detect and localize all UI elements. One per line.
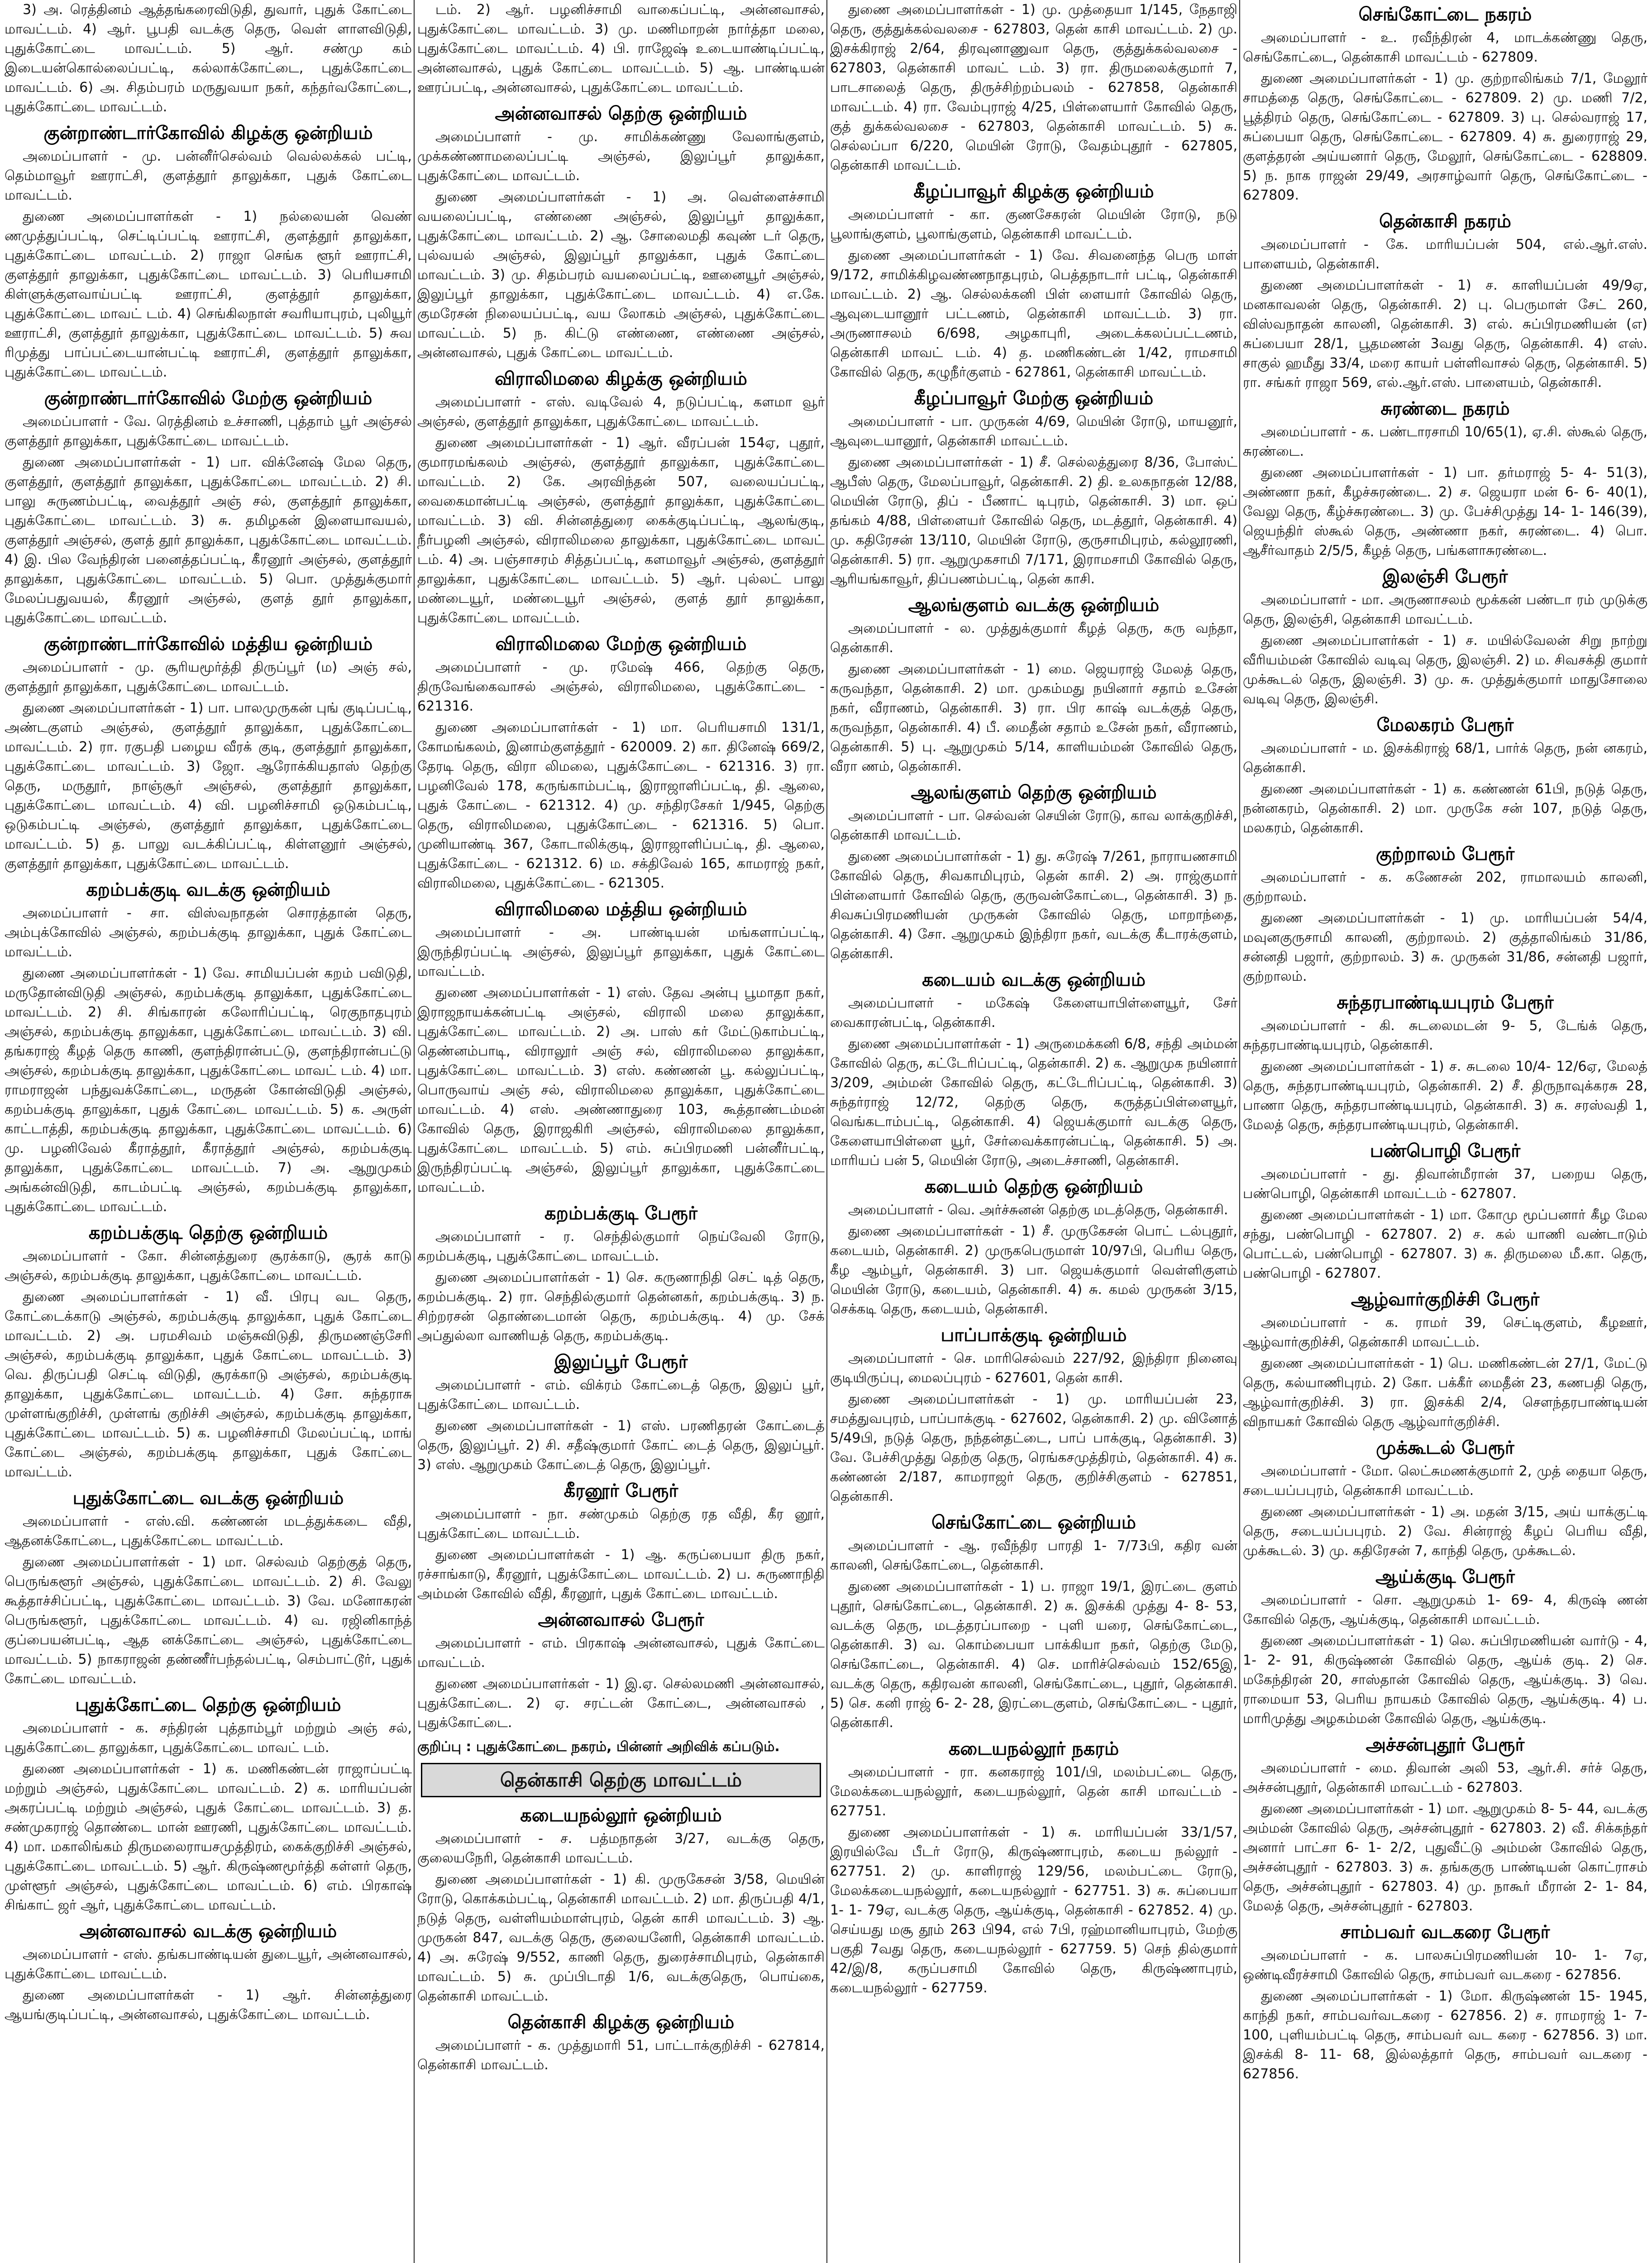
paragraph: அமைப்பாளர் - சா. விஸ்வநாதன் சொரத்தான் தெரு, அம்புக்கோவில் அஞ்சல், கறம்பக்குடி தாலுக்கா, புதுக் கோட்டை மாவட்டம். <box>5 905 412 960</box>
paragraph: அமைப்பாளர் - ர. செந்தில்குமார் நெய்வேலி ரோடு, கறம்பக்குடி, புதுக்கோட்டை மாவட்டம். <box>417 1229 825 1264</box>
paragraph: துணை அமைப்பாளர்கள் - 1) ஆ. கருப்பையா திரு நகர், ரச்சாங்காடு, கீரனூர், புதுக்கோட்டை மாவட்டம். 2) ப. சுருணாநிதி அம்மன் கோவில் வீதி, கீரனூர், புதுக் கோட்டை மாவட்டம். <box>417 1547 825 1602</box>
section <box>417 1608 825 1733</box>
paragraph: அமைப்பாளர் - க. கணேசன் 202, ராமாலயம் காலனி, குற்றாலம். <box>1243 869 1647 905</box>
paragraph: துணை அமைப்பாளர்கள் - 1) கி. முருகேசன் 3/58, மெயின் ரோடு, கொக்கம்பட்டி, தென்காசி மாவட்டம். 2) மா. திருப்பதி 4/1, நடுத் தெரு, வள்ளியம்மாள்புரம், தென் காசி மாவட்டம். 3) ஆ. முருகன் 847, வடக்கு தெரு, குலையனேரி, தென்காசி மாவட்டம். 4) அ. சுரேஷ் 9/552, காணி தெரு, துரைச்சாமிபுரம், தென்காசி மாவட்டம். 5) சு. முப்பிடாதி 1/6, வடக்குதெரு, பொய்கை, தென்காசி மாவட்டம். <box>417 1872 825 2004</box>
section-heading: சுரண்டை நகரம் <box>1380 398 1510 419</box>
section <box>830 1323 1237 1506</box>
section <box>830 593 1237 776</box>
section-heading: கடையம் வடக்கு ஒன்றியம் <box>922 969 1146 990</box>
paragraph: துணை அமைப்பாளர்கள் - 1) சீ. செல்லத்துரை 8/36, போஸ்ட் ஆபீஸ் தெரு, மேலப்பாவூர், தென்காசி. 2) தி. உலகநாதன் 12/88, மெயின் ரோடு, திப் - பீணாட் டிபுரம், தென்காசி. 3) மா. ஒப் தங்கம் 4/88, பிள்ளையர் கோவில் தெரு, மடத்தூர், தென்காசி. 4) மு. கதிரேசன் 13/110, மெயின் ரோடு, குருசாமிபுரம், கல்லூரணி, தென்காசி. 5) ரா. ஆறுமுகசாமி 7/171, இராமசாமி கோவில் தெரு, ஆரியங்காவூர், திப்பணம்பட்டி, தென் காசி. <box>830 454 1237 587</box>
section-heading: குன்றாண்டார்கோவில் மேற்கு ஒன்றியம் <box>44 388 372 409</box>
section-heading: தென்காசி கிழக்கு ஒன்றியம் <box>507 2012 735 2033</box>
section-heading: கீழப்பாவூர் கிழக்கு ஒன்றியம் <box>913 181 1154 202</box>
column-4 <box>1243 0 1647 2263</box>
paragraph: துணை அமைப்பாளர்கள் - 1) க. கண்ணன் 61பி, நடுத் தெரு, நன்னகரம், தென்காசி. 2) மா. முருகே சன் 107, நடுத் தெரு, மலகரம், தென்காசி. <box>1243 781 1647 836</box>
section <box>1243 1288 1647 1432</box>
section <box>1243 1733 1647 1916</box>
paragraph: துணை அமைப்பாளர்கள் - 1) பா. தர்மராஜ் 5- 4- 51(3), அண்ணா நகர், கீழச்சுரண்டை. 2) ச. ஜெயரா மன் 6- 6- 40(1), வேலு தெரு, கீழ்ச்சுரண்டை. 3) மு. பேச்சிமுத்து 14- 1- 146(39), ஜெயந்திர் ஸ்கூல் தெரு, அண்ணா நகர், சுரண்டை. 4) பொ. ஆசீர்வாதம் 2/5/5, கீழத் தெரு, பங்களாசுரண்டை. <box>1243 465 1647 559</box>
paragraph: துணை அமைப்பாளர்கள் - 1) அ. வெள்ளைச்சாமி வயலைப்பட்டி, எண்ணை அஞ்சல், இலுப்பூர் தாலுக்கா, புதுக்கோட்டை மாவட்டம். 2) ஆ. சோலைமதி கவுண் டர் தெரு, புல்வயல் அஞ்சல், இலுப்பூர் தாலுக்கா, புதுக் கோட்டை மாவட்டம். 3) மு. சிதம்பரம் வயலைப்பட்டி, ஊனையூர் அஞ்சல், இலுப்பூர் தாலுக்கா, புதுக்கோட்டை மாவட்டம். 4) எ.கே. குமரேசன் நிலையப்பட்டி, வய லோகம் அஞ்சல், புதுக்கோட்டை மாவட்டம். 5) ந. கிட்டு எண்ணை, எண்ணை அஞ்சல், அன்னவாசல், புதுக் கோட்டை மாவட்டம். <box>417 189 825 361</box>
section <box>5 1486 412 1689</box>
paragraph: துணை அமைப்பாளர்கள் - 1) செ. கருணாநிதி செட் டித் தெரு, கறம்பக்குடி. 2) ரா. செந்தில்குமார் தென்னகர், கறம்பக்குடி. 3) ந. சிற்றரசன் தொண்டைமான் தெரு, கறம்பக்குடி. 4) மு. சேக் அப்துல்லா வாணியத் தெரு, கறம்பக்குடி. <box>417 1270 825 1344</box>
section <box>5 121 412 382</box>
paragraph: துணை அமைப்பாளர்கள் - 1) மா. கோமு மூப்பனார் கீழ மேல சந்து, பண்பொழி - 627807. 2) ச. கல் யாணி வண்டாடும் பொட்டல், பண்பொழி - 627807. 3) சு. திருமலை மீ.கா. தெரு, பண்பொழி - 627807. <box>1243 1207 1647 1281</box>
paragraph: துணை அமைப்பாளர்கள் - 1) மு. குற்றாலிங்கம் 7/1, மேலூர் சாமத்தை தெரு, செங்கோட்டை - 627809. 2) மு. மணி 7/2, பூத்திரம் தெரு, செங்கோட்டை - 627809. 3) பு. செல்வராஜ் 17, சுப்பையா தெரு, செங்கோட்டை - 627809. 4) சு. துரைராஜ் 29, குளத்தரன் அய்யனார் தெரு, மேலூர், செங்கோட்டை - 628809. 5) ந. நாக ராஜன் 29/49, அரசாழ்வார் தெரு, செங்கோட்டை - 627809. <box>1243 71 1647 203</box>
paragraph: துணை அமைப்பாளர்கள் - 1) நல்லையன் வெண் ணமுத்துப்பட்டி, செட்டிப்பட்டி ஊராட்சி, குளத்தூர் தாலுக்கா, புதுக்கோட்டை மாவட்டம். 2) ராஜா செங்க ளூர் ஊராட்சி, குளத்தூர் தாலுக்கா, புதுக்கோட்டை மாவட்டம். 3) பெரியசாமி கிள்ளுக்குளவாய்பட்டி ஊராட்சி, குளத்தூர் தாலுக்கா, புதுக்கோட்டை மாவட் டம். 4) செங்கிலநாள் சவரியாபுரம், புலியூர் ஊராட்சி, குளத்தூர் தாலுக்கா, புதுக்கோட்டை மாவட்டம். 5) சுவ ரிமுத்து பாப்பட்டையான்பட்டி ஊராட்சி, குளத்தூர் தாலுக்கா, புதுக்கோட்டை மாவட்டம். <box>5 209 412 380</box>
section <box>417 2010 825 2075</box>
paragraph: அமைப்பாளர் - எஸ். தங்கபாண்டியன் துடையூர், அன்னவாசல், புதுக்கோட்டை மாவட்டம். <box>5 1947 412 1982</box>
section-heading: விராலிமலை மேற்கு ஒன்றியம் <box>495 634 747 654</box>
section <box>417 632 825 893</box>
section-heading: கீழப்பாவூர் மேற்கு ஒன்றியம் <box>914 388 1154 409</box>
section <box>5 1919 412 2024</box>
paragraph: அமைப்பாளர் - மை. திவான் அலி 53, ஆர்.சி. சர்ச் தெரு, அச்சன்புதூர், தென்காசி மாவட்டம் - 627803. <box>1243 1760 1647 1795</box>
paragraph: துணை அமைப்பாளர்கள் - 1) பா. பாலமுருகன் புங் குடிப்பட்டி, அண்டகுளம் அஞ்சல், குளத்தூர் தாலுக்கா, புதுக்கோட்டை மாவட்டம். 2) ரா. ரகுபதி பழைய வீரக் குடி, குளத்தூர் தாலுக்கா, புதுக்கோட்டை மாவட்டம். 3) ஜோ. ஆரோக்கியதாஸ் தெற்கு தெரு, மருதூர், நாஞ்சூர் அஞ்சல், குளத்தூர் தாலுக்கா, புதுக்கோட்டை மாவட்டம். 4) வி. பழனிச்சாமி ஒடுகம்பட்டி, ஒடுகம்பட்டி அஞ்சல், குளத்தூர் தாலுக்கா, புதுக்கோட்டை மாவட்டம். 5) த. பாலு வடக்கிப்பட்டி, கிள்ளனூர் அஞ்சல், குளத்தூர் தாலுக்கா, புதுக்கோட்டை மாவட்டம். <box>5 700 412 872</box>
section-heading: அன்னவாசல் வடக்கு ஒன்றியம் <box>79 1921 337 1942</box>
paragraph: துணை அமைப்பாளர்கள் - 1) பெ. மணிகண்டன் 27/1, மேட்டு தெரு, கல்யாணிபுரம். 2) கோ. பக்கீர் மைதீன் 23, கணபதி தெரு, ஆழ்வார்குறிச்சி. 3) ரா. இசக்கி 2/4, சௌந்தரபாண்டியன் விநாயகர் கோவில் தெரு ஆழ்வார்குறிச்சி. <box>1243 1356 1647 1430</box>
section-heading: முக்கூடல் பேரூர் <box>1376 1437 1514 1458</box>
section <box>417 898 825 1197</box>
paragraph: துணை அமைப்பாளர்கள் - 1) அ. மதன் 3/15, அய் யாக்குட்டி தெரு, சடையப்பபுரம். 2) வே. சின்ராஜ் கீழப் பெரிய வீதி, முக்கூடல். 3) மு. கதிரேசன் 7, காந்தி தெரு, முக்கூடல். <box>1243 1504 1647 1559</box>
paragraph: அமைப்பாளர் - கே. மாரியப்பன் 504, எல்.ஆர்.எஸ். பாளையம், தென்காசி. <box>1243 237 1647 272</box>
section-heading: விராலிமலை கிழக்கு ஒன்றியம் <box>495 368 747 389</box>
paragraph: அமைப்பாளர் - உ. ரவீந்திரன் 4, மாடக்கண்ணு தெரு, செங்கோட்டை, தென்காசி மாவட்டம் - 627809. <box>1243 30 1647 65</box>
section <box>417 102 825 363</box>
paragraph: அமைப்பாளர் - மோ. லெட்சுமணக்குமார் 2, முத் தையா தெரு, சடையப்பபுரம், தென்காசி மாவட்டம். <box>1243 1463 1647 1499</box>
paragraph: துணை அமைப்பாளர்கள் - 1) சு. மாரியப்பன் 33/1/57, இரயில்வே பீடர் ரோடு, கிருஷ்ணாபுரம், கடைய நல்லூர் - 627751. 2) மு. காளிராஜ் 129/56, மலம்பட்டை ரோடு, மேலக்கடையநல்லூர், கடையநல்லூர் - 627751. 3) சு. சுப்பையா 1- 1- 79ஏ, வடக்கு தெரு, ஆய்க்குடி, தென்காசி - 627852. 4) மு. செய்யது மசூ தூம் 263 பி94, எல் 7பி, ரஹ்மானியாபுரம், மேற்கு பகுதி 7வது தெரு, கடையநல்லூர் - 627759. 5) செந் தில்குமார் 42/இ/8, கருப்பசாமி கோவில் தெரு, கிருஷ்ணாபுரம், கடையநல்லூர் - 627759. <box>830 1824 1237 1996</box>
section <box>830 1175 1237 1319</box>
paragraph: அமைப்பாளர் - மா. அருணாசலம் மூக்கன் பண்டா ரம் முடுக்கு தெரு, இலஞ்சி, தென்காசி மாவட்டம். <box>1243 592 1647 627</box>
paragraph: துணை அமைப்பாளர்கள் - 1) வே. சிவனைந்த பெரு மாள் 9/172, சாமிக்கிழவண்ணநாதபுரம், பெத்தநாடார் பட்டி, தென்காசி மாவட்டம். 2) ஆ. செல்லக்கனி பிள் ளையார் கோவில் தெரு, ஆவுடையானூர் பட்டணம், தென்காசி மாவட்டம். 3) ரா. அருணாசலம் 6/698, அழகாபுரி, அடைக்கலப்பட்டணம், தென்காசி மாவட் டம். 4) த. மணிகண்டன் 1/42, ராமசாமி கோவில் தெரு, கழுநீர்குளம் - 627861, தென்காசி மாவட்டம். <box>830 248 1237 380</box>
paragraph: அமைப்பாளர் - க. முத்துமாரி 51, பாட்டாக்குறிச்சி - 627814, தென்காசி மாவட்டம். <box>417 2038 825 2073</box>
section <box>417 1202 825 1346</box>
section-heading: குற்றாலம் பேரூர் <box>1375 844 1515 864</box>
note-text: குறிப்பு : புதுக்கோட்டை நகரம், பின்னர் அறிவிக் கப்படும். <box>417 1739 780 1755</box>
section <box>830 180 1237 382</box>
paragraph: துணை அமைப்பாளர்கள் - 1) ச. சுடலை 10/4- 12/6ஏ, மேலத் தெரு, சுந்தரபாண்டியபுரம், தென்காசி. 2) சீ. திருநாவுக்கரசு 28, பாணா தெரு, சுந்தரபாண்டியபுரம், தென்காசி. 3) சு. சரஸ்வதி 1, மேலத் தெரு, சுந்தரபாண்டியபுரம், தென்காசி. <box>1243 1059 1647 1133</box>
section-heading: கறம்பக்குடி தெற்கு ஒன்றியம் <box>88 1222 328 1243</box>
paragraph: அமைப்பாளர் - மு. ரமேஷ் 466, தெற்கு தெரு, திருவேங்கைவாசல் அஞ்சல், விராலிமலை, புதுக்கோட்டை - 621316. <box>417 659 825 714</box>
section-heading: புதுக்கோட்டை தெற்கு ஒன்றியம் <box>75 1695 341 1715</box>
section-heading: கடையநல்லூர் நகரம் <box>948 1738 1119 1759</box>
section-heading: கறம்பக்குடி வடக்கு ஒன்றியம் <box>86 879 330 900</box>
section-heading: இலுப்பூர் பேரூர் <box>554 1351 688 1372</box>
section <box>1243 991 1647 1135</box>
section <box>5 632 412 874</box>
column-divider <box>826 0 827 2263</box>
paragraph: துணை அமைப்பாளர்கள் - 1) ச. மயில்வேலன் சிறு நாற்று வீரியம்மன் கோவில் வடிவு தெரு, இலஞ்சி. 2) ம. சிவசக்தி குமார் முக்கூடல் தெரு, இலஞ்சி. 3) மு. சு. முத்துக்குமார் மாதுசோலை வடிவு தெரு, இலஞ்சி. <box>1243 633 1647 707</box>
paragraph: துணை அமைப்பாளர்கள் - 1) இ.ஏ. செல்லமணி அன்னவாசல், புதுக்கோட்டை. 2) ஏ. சரட்டன் கோட்டை, அன்னவாசல் , புதுக்கோட்டை. <box>417 1676 825 1731</box>
section <box>830 781 1237 964</box>
paragraph: அமைப்பாளர் - க. பண்டாரசாமி 10/65(1), ஏ.சி. ஸ்கூல் தெரு, சுரண்டை. <box>1243 424 1647 459</box>
paragraph: அமைப்பாளர் - கோ. சின்னத்துரை சூரக்காடு, சூரக் காடு அஞ்சல், கறம்பக்குடி தாலுக்கா, புதுக்கோட்டை மாவட்டம். <box>5 1248 412 1284</box>
section <box>1243 1139 1647 1283</box>
section-heading: கடையநல்லூர் ஒன்றியம் <box>520 1805 722 1826</box>
paragraph: அமைப்பாளர் - கி. சுடலைமடன் 9- 5, டேங்க் தெரு, சுந்தரபாண்டியபுரம், தென்காசி. <box>1243 1018 1647 1053</box>
paragraph: அமைப்பாளர் - மு. சாமிக்கண்ணு வேலாங்குளம், முக்கண்ணாமலைப்பட்டி அஞ்சல், இலுப்பூர் தாலுக்கா, புதுக்கோட்டை மாவட்டம். <box>417 129 825 184</box>
paragraph: அமைப்பாளர் - ல. முத்துக்குமார் கீழத் தெரு, கரு வந்தா, தென்காசி. <box>830 621 1237 656</box>
paragraph: துணை அமைப்பாளர்கள் - 1) க. மணிகண்டன் ராஜாப்பட்டி மற்றும் அஞ்சல், புதுக்கோட்டை மாவட்டம். 2) க. மாரியப்பன் அகரப்பட்டி மற்றும் அஞ்சல், புதுக் கோட்டை மாவட்டம். 3) த. சண்முகராஜ் தொண்டை மான் ஊரணி, புதுக்கோட்டை மாவட்டம். 4) மா. மகாலிங்கம் திருமலைராயசமுத்திரம், கைக்குறிச்சி அஞ்சல், புதுக்கோட்டை மாவட்டம். 5) ஆர். கிருஷ்ணமூர்த்தி கள்ளர் தெரு, முள்ளூர் அஞ்சல், புதுக்கோட்டை மாவட்டம். 6) எம். பிரகாஷ் சிங்காட் ஜர் ஆர், புதுக்கோட்டை மாவட்டம். <box>5 1761 412 1913</box>
section-heading: ஆய்க்குடி பேரூர் <box>1375 1566 1515 1587</box>
section <box>830 0 1237 175</box>
paragraph: அமைப்பாளர் - பா. செல்வன் செயின் ரோடு, காவ லாக்குறிச்சி, தென்காசி மாவட்டம். <box>830 808 1237 843</box>
section <box>5 387 412 628</box>
paragraph: துணை அமைப்பாளர்கள் - 1) லெ. சுப்பிரமணியன் வார்டு - 4, 1- 2- 91, கிருஷ்ணன் கோவில் தெரு, ஆய்க் குடி. 2) செ. மகேந்திரன் 20, சாஸ்தான் கோவில் தெரு, ஆய்க்குடி. 3) வெ. ராமையா 53, பெரிய நாயகம் கோவில் தெரு, ஆய்க்குடி. 4) ப. மாரிமுத்து அழகம்மன் கோவில் தெரு, ஆய்க்குடி. <box>1243 1633 1647 1727</box>
section <box>1243 565 1647 709</box>
section <box>417 0 825 97</box>
section <box>1243 842 1647 986</box>
paragraph: துணை அமைப்பாளர்கள் - 1) மா. ஆறுமுகம் 8- 5- 44, வடக்கு அம்மன் கோவில் தெரு, அச்சன்புதூர் - 627803. 2) வீ. சிக்கந்தர் அனார் பாட்சா 6- 1- 2/2, புதுவீட்டு அம்மன் கோவில் தெரு, அச்சன்புதூர் - 627803. 3) சு. தங்ககுரு பாண்டியன் கொட்ராசம் தெரு, அச்சன்புதூர் - 627803. 4) மு. நாகூர் மீரான் 2- 1- 84, மேலத் தெரு, அச்சன்புதூர் - 627803. <box>1243 1801 1647 1914</box>
section-heading: பண்பொழி பேரூர் <box>1370 1141 1521 1161</box>
section <box>417 1479 825 1604</box>
paragraph: அமைப்பாளர் - ஆ. ரவீந்திர பாரதி 1- 7/73பி, கதிர வன் காலனி, செங்கோட்டை, தென்காசி. <box>830 1538 1237 1573</box>
paragraph: அமைப்பாளர் - பா. முருகன் 4/69, மெயின் ரோடு, மாயனூர், ஆவுடையானூர், தென்காசி மாவட்டம். <box>830 414 1237 449</box>
district-banner: தென்காசி தெற்கு மாவட்டம் <box>421 1763 821 1797</box>
paragraph: துணை அமைப்பாளர்கள் - 1) ப. ராஜா 19/1, இரட்டை குளம் புதூர், செங்கோட்டை, தென்காசி. 2) சு. இசக்கி முத்து 4- 8- 53, வடக்கு தெரு, மடத்தரப்பாறை - புளி யரை, செங்கோட்டை, தென்காசி. 3) வ. கொம்பையா பாக்கியா நகர், தெற்கு மேடு, செங்கோட்டை, தென்காசி. 4) செ. மாரிச்செல்வம் 152/65இ, வடக்கு தெரு, கதிரவன் காலனி, செங்கோட்டை, புதூர், தென்காசி. 5) செ. கனி ராஜ் 6- 2- 28, இரட்டைகுளம், செங்கோட்டை - புதூர், தென்காசி. <box>830 1579 1237 1731</box>
paragraph: டம். 2) ஆர். பழனிச்சாமி வாகைப்பட்டி, அன்னவாசல், புதுக்கோட்டை மாவட்டம். 3) மு. மணிமாறன் நார்த்தா மலை, புதுக்கோட்டை மாவட்டம். 4) பி. ராஜேஷ் உடையாண்டிப்பட்டி, அன்னவாசல், புதுக் கோட்டை மாவட்டம். 5) ஆ. பாண்டியன் ஊரப்பட்டி, அன்னவாசல், புதுக்கோட்டை மாவட்டம். <box>417 2 825 95</box>
section-heading: அன்னவாசல் பேரூர் <box>538 1609 704 1630</box>
section <box>417 1350 825 1475</box>
paragraph: துணை அமைப்பாளர்கள் - 1) சீ. முருகேசன் பொட் டல்புதூர், கடையம், தென்காசி. 2) முருகபெருமாள் 10/97பி, பெரிய தெரு, கீழ ஆம்பூர், தென்காசி. 3) பா. ஜெயக்குமார் வெள்ளிகுளம் மெயின் ரோடு, கடையம், தென்காசி. 4) சு. கமல் முருகன் 3/15, செக்கடி தெரு, கடையம், தென்காசி. <box>830 1223 1237 1317</box>
paragraph: அமைப்பாளர் - நா. சண்முகம் தெற்கு ரத வீதி, கீர னூர், புதுக்கோட்டை மாவட்டம். <box>417 1506 825 1542</box>
section-heading: செங்கோட்டை ஒன்றியம் <box>931 1512 1136 1533</box>
section <box>1243 397 1647 560</box>
section-heading: சுந்தரபாண்டியபுரம் பேரூர் <box>1337 992 1554 1013</box>
section-heading: கீரனூர் பேரூர் <box>563 1480 678 1501</box>
paragraph: அமைப்பாளர் - க. சந்திரன் புத்தாம்பூர் மற்றும் அஞ் சல், புதுக்கோட்டை தாலுக்கா, புதுக்கோட்டை மாவட் டம். <box>5 1720 412 1756</box>
column-divider <box>1239 0 1240 2263</box>
section <box>1243 713 1647 838</box>
paragraph: அமைப்பாளர் - எம். பிரகாஷ் அன்னவாசல், புதுக் கோட்டை மாவட்டம். <box>417 1635 825 1671</box>
section-heading: புதுக்கோட்டை வடக்கு ஒன்றியம் <box>72 1488 344 1509</box>
section-heading: பாப்பாக்குடி ஒன்றியம் <box>941 1325 1127 1346</box>
column-3 <box>830 0 1237 2263</box>
section-heading: அச்சன்புதூர் பேரூர் <box>1366 1734 1525 1755</box>
paragraph: அமைப்பாளர் - எஸ்.வி. கண்ணன் மடத்துக்கடை வீதி, ஆதனக்கோட்டை, புதுக்கோட்டை மாவட்டம். <box>5 1513 412 1549</box>
column-2-bottom <box>417 1804 825 2075</box>
section-heading: இலஞ்சி பேரூர் <box>1382 566 1508 587</box>
paragraph: துணை அமைப்பாளர்கள் - 1) மு. மாரியப்பன் 23, சமத்துவபுரம், பாப்பாக்குடி - 627602, தென்காசி. 2) மு. வினோத் 5/49பி, நடுத் தெரு, நந்தன்தட்டை, பாப் பாக்குடி, தென்காசி. 3) வே. பேச்சிமுத்து தெற்கு தெரு, ரெங்கசமுத்திரம், தென்காசி. 4) சு. கண்ணன் 2/187, காமராஜர் தெரு, குறிச்சிகுளம் - 627851, தென்காசி. <box>830 1391 1237 1504</box>
section <box>5 0 412 117</box>
column-2-top <box>417 0 825 1733</box>
section-heading: தென்காசி நகரம் <box>1379 211 1511 232</box>
section <box>830 1737 1237 1998</box>
section <box>5 878 412 1217</box>
paragraph: துணை அமைப்பாளர்கள் - 1) ச. காளியப்பன் 49/9ஏ, மனகாவலன் தெரு, தென்காசி. 2) பு. பெருமாள் சேட் 260, விஸ்வநாதன் காலனி, தென்காசி. 3) எல். சுப்பிரமணியன் (எ) சுப்பையா 28/1, பூதமணன் 3வது தெரு, தென்காசி. 4) எஸ். சாகுல் ஹமீது 33/4, மரை காயர் பள்ளிவாசல் தெரு, தென்காசி. 5) ரா. சங்கர் ராஜா 569, எல்.ஆர்.எஸ். பாளையம், தென்காசி. <box>1243 277 1647 391</box>
paragraph: அமைப்பாளர் - கா. குணசேகரன் மெயின் ரோடு, நடு பூலாங்குளம், பூலாங்குளம், தென்காசி மாவட்டம். <box>830 207 1237 242</box>
paragraph: அமைப்பாளர் - எஸ். வடிவேல் 4, நடுப்பட்டி, களமா வூர் அஞ்சல், குளத்தூர் தாலுக்கா, புதுக்கோட்டை மாவட்டம். <box>417 394 825 430</box>
paragraph: துணை அமைப்பாளர்கள் - 1) மை. ஜெயராஜ் மேலத் தெரு, கருவந்தா, தென்காசி. 2) மா. முகம்மது நயினார் சதாம் உசேன் நகர், வீராணம், தென்காசி. 3) ரா. பிர காஷ் வடக்குத் தெரு, கருவந்தா, தென்காசி. 4) பீ. மைதீன் சதாம் உசேன் நகர், வீராணம், தென்காசி. 5) பு. ஆறுமுகம் 5/14, காளியம்மன் கோவில் தெரு, வீரா ணம், தென்காசி. <box>830 661 1237 774</box>
section-heading: கறம்பக்குடி பேரூர் <box>544 1203 697 1224</box>
section-heading: குன்றாண்டார்கோவில் மத்திய ஒன்றியம் <box>43 634 373 654</box>
paragraph: அமைப்பாளர் - மு. சூரியமூர்த்தி திருப்பூர் (ம) அஞ் சல், குளத்தூர் தாலுக்கா, புதுக்கோட்டை மாவட்டம். <box>5 659 412 695</box>
section-heading: ஆலங்குளம் வடக்கு ஒன்றியம் <box>908 595 1160 616</box>
section <box>830 1511 1237 1733</box>
paragraph: துணை அமைப்பாளர்கள் - 1) ஆர். வீரப்பன் 154ஏ, புதூர், குமாரமங்கலம் அஞ்சல், குளத்தூர் தாலுக்கா, புதுக்கோட்டை மாவட்டம். 2) கே. அரவிந்தன் 507, வலையப்பட்டி, வைகைமான்பட்டி அஞ்சல், குளத்தூர் தாலுக்கா, புதுக்கோட்டை மாவட்டம். 3) வி. சின்னத்துரை கைக்குடிப்பட்டி, ஆலங்குடி, நீர்பழனி அஞ்சல், விராலிமலை தாலுக்கா, புதுக்கோட்டை மாவட் டம். 4) அ. பஞ்சாசரம் சித்தப்பட்டி, களமாவூர் அஞ்சல், குளத்தூர் தாலுக்கா, புதுக்கோட்டை மாவட்டம். 5) ஆர். புல்லட் பாலு மண்டையூர், மண்டையூர் அஞ்சல், குளத் தூர் தாலுக்கா, புதுக்கோட்டை மாவட்டம். <box>417 435 825 626</box>
section-heading: அன்னவாசல் தெற்கு ஒன்றியம் <box>495 103 747 124</box>
paragraph: அமைப்பாளர் - ச. பத்மநாதன் 3/27, வடக்கு தெரு, குலையநேரி, தென்காசி மாவட்டம். <box>417 1831 825 1866</box>
section-heading: செங்கோட்டை நகரம் <box>1358 4 1532 25</box>
paragraph: துணை அமைப்பாளர்கள் - 1) மா. செல்வம் தெற்குத் தெரு, பெருங்களூர் அஞ்சல், புதுக்கோட்டை மாவட்டம். 2) சி. வேலு கூத்தாச்சிப்பட்டி, புதுக்கோட்டை மாவட்டம். 3) வே. மனோகரன் பெருங்களூர், புதுக்கோட்டை மாவட்டம். 4) வ. ரஜினிகாந்த் குப்பையன்பட்டி, ஆத னக்கோட்டை அஞ்சல், புதுக்கோட்டை மாவட்டம். 5) நாகராஜன் தண்ணீர்பந்தல்பட்டி, செம்பாட்டூர், புதுக் கோட்டை மாவட்டம். <box>5 1554 412 1687</box>
section <box>1243 1920 1647 2084</box>
paragraph: அமைப்பாளர் - து. திவான்மீரான் 37, பறைய தெரு, பண்பொழி, தென்காசி மாவட்டம் - 627807. <box>1243 1166 1647 1202</box>
section-heading: விராலிமலை மத்திய ஒன்றியம் <box>495 899 747 920</box>
paragraph: துணை அமைப்பாளர்கள் - 1) மு. முத்தையா 1/145, நேதாஜி தெரு, குத்துக்கல்வலசை - 627803, தென் காசி மாவட்டம். 2) மு. இசக்கிராஜ் 2/64, திரவுனாணுவா தெரு, குத்துக்கல்வலசை - 627803, தென்காசி மாவட் டம். 3) ரா. திருமலைக்குமார் 7, பாடசாலைத் தெரு, திருச்சிற்றம்பலம் - 627858, தென்காசி மாவட்டம். 4) ரா. வேம்புராஜ் 4/25, பிள்ளையார் கோவில் தெரு, குத் துக்கல்வலசை - 627803, தென்காசி மாவட்டம். 5) சு. செல்லப்பா 6/220, மெயின் ரோடு, வேதம்புதூர் - 627805, தென்காசி மாவட்டம். <box>830 2 1237 173</box>
paragraph: துணை அமைப்பாளர்கள் - 1) து. சுரேஷ் 7/261, நாராயணசாமி கோவில் தெரு, சிவகாமிபுரம், தென் காசி. 2) அ. ராஜ்குமார் பிள்ளையார் கோவில் தெரு, குருவன்கோட்டை, தென்காசி. 3) ந. சிவசுப்பிரமணியன் முருகன் கோவில் தெரு, மாறாந்தை, தென்காசி. 4) சோ. ஆறுமுகம் இந்திரா நகர், வடக்கு கீடாரக்குளம், தென்காசி. <box>830 849 1237 962</box>
paragraph: அமைப்பாளர் - ரா. கனகராஜ் 101/பி, மலம்பட்டை தெரு, மேலக்கடையநல்லூர், கடையநல்லூர், தென் காசி மாவட்டம் - 627751. <box>830 1764 1237 1819</box>
paragraph: அமைப்பாளர் - க. பாலசுப்பிரமணியன் 10- 1- 7ஏ, ஒண்டிவீரச்சாமி கோவில் தெரு, சாம்பவர் வடகரை - 627856. <box>1243 1948 1647 1983</box>
section-heading: ஆழ்வார்குறிச்சி பேரூர் <box>1351 1289 1540 1310</box>
section <box>830 387 1237 589</box>
paragraph: அமைப்பாளர் - எம். விக்ரம் கோட்டைத் தெரு, இலுப் பூர், புதுக்கோட்டை மாவட்டம். <box>417 1377 825 1413</box>
paragraph: துணை அமைப்பாளர்கள் - 1) ஆர். சின்னத்துரை ஆயங்குடிப்பட்டி, அன்னவாசல், புதுக்கோட்டை மாவட்டம். <box>5 1987 412 2023</box>
section <box>417 1804 825 2006</box>
paragraph: 3) அ. ரெத்தினம் ஆத்தங்கரைவிடுதி, துவார், புதுக் கோட்டை மாவட்டம். 4) ஆர். பூபதி வடக்கு தெரு, வெள் ளாளவிடுதி, புதுக்கோட்டை மாவட்டம். 5) ஆர். சண்மு கம் இடையன்கொல்லைப்பட்டி, கல்லாக்கோட்டை, புதுக்கோட்டை மாவட்டம். 6) அ. சிதம்பரம் மருதுவயா நகர், கந்தர்வகோட்டை, புதுக்கோட்டை மாவட்டம். <box>5 2 412 115</box>
section <box>1243 3 1647 205</box>
paragraph: துணை அமைப்பாளர்கள் - 1) எஸ். பரணிதரன் கோட்டைத் தெரு, இலுப்பூர். 2) சி. சதீஷ்குமார் கோட் டைத் தெரு, இலுப்பூர். 3) எஸ். ஆறுமுகம் கோட்டைத் தெரு, இலுப்பூர். <box>417 1418 825 1473</box>
paragraph: அமைப்பாளர் - செ. மாரிசெல்வம் 227/92, இந்திரா நினைவு குடியிருப்பு, மைலப்புரம் - 627601, தென் காசி. <box>830 1351 1237 1386</box>
paragraph: அமைப்பாளர் - சொ. ஆறுமுகம் 1- 69- 4, கிருஷ் ணன் கோவில் தெரு, ஆய்க்குடி, தென்காசி மாவட்டம். <box>1243 1592 1647 1628</box>
section-heading: ஆலங்குளம் தெற்கு ஒன்றியம் <box>911 782 1157 803</box>
section <box>5 1221 412 1482</box>
column-1 <box>5 0 412 2263</box>
section <box>5 1693 412 1915</box>
paragraph: துணை அமைப்பாளர்கள் - 1) மோ. கிருஷ்ணன் 15- 1945, காந்தி நகர், சாம்பவர்வடகரை - 627856. 2) ச. ராமராஜ் 1- 7- 100, புளியம்பட்டி தெரு, சாம்பவர் வட கரை - 627856. 3) மா. இசக்கி 8- 11- 68, இல்லத்தார் தெரு, சாம்பவர் வடகரை - 627856. <box>1243 1988 1647 2082</box>
paragraph: துணை அமைப்பாளர்கள் - 1) மா. பெரியசாமி 131/1, கோமங்கலம், இனாம்குளத்தூர் - 620009. 2) கா. தினேஷ் 669/2, தேரடி தெரு, விரா லிமலை, புதுக்கோட்டை - 621316. 3) ரா. பழனிவேல் 178, கருங்காம்பட்டி, இராஜாளிப்பட்டி, தி. ஆலை, புதுக் கோட்டை - 621312. 4) மு. சந்திரசேகர் 1/945, தெற்கு தெரு, விராலிமலை, புதுக்கோட்டை - 621316. 5) பொ. முனியாண்டி 367, கோடாலிக்குடி, இராஜாளிப்பட்டி, தி. ஆலை, புதுக்கோட்டை - 621312. 6) ம. சக்திவேல் 165, காமராஜ் நகர், விராலிமலை, புதுக்கோட்டை - 621305. <box>417 720 825 891</box>
section <box>830 968 1237 1170</box>
paragraph: துணை அமைப்பாளர்கள் - 1) எஸ். தேவ அன்பு பூமாதா நகர், இராஜநாயக்கன்பட்டி அஞ்சல், விராலி மலை தாலுக்கா, புதுக்கோட்டை மாவட்டம். 2) அ. பாஸ் கர் மேட்டுகாம்பட்டி, தெண்னம்பாடி, விராலூர் அஞ் சல், விராலிமலை தாலுக்கா, புதுக்கோட்டை மாவட்டம். 3) எஸ். கண்ணன் பூ. கல்லுப்பட்டி, பொருவாய் அஞ் சல், விராலிமலை தாலுக்கா, புதுக்கோட்டை மாவட்டம். 4) எஸ். அண்ணாதுரை 103, கூத்தாண்டம்மன் கோவில் தெரு, இராஜகிரி அஞ்சல், விராலிமலை தாலுக்கா, புதுக்கோட்டை மாவட்டம். 5) எம். சுப்பிரமணி பன்னீர்பட்டி, இருந்திரப்பட்டி அஞ்சல், இலுப்பூர் தாலுக்கா, புதுக்கோட்டை மாவட்டம். <box>417 985 825 1195</box>
paragraph: துணை அமைப்பாளர்கள் - 1) வீ. பிரபு வட தெரு, கோட்டைக்காடு அஞ்சல், கறம்பக்குடி தாலுக்கா, புதுக் கோட்டை மாவட்டம். 2) அ. பரமசிவம் மஞ்சுவிடுதி, திருமணஞ்சேரி அஞ்சல், கறம்பக்குடி தாலுக்கா, புதுக் கோட்டை மாவட்டம். 3) வெ. திருப்பதி செட்டி விடுதி, சூரக்காடு அஞ்சல், கறம்பக்குடி தாலுக்கா, புதுக்கோட்டை மாவட்டம். 4) சோ. சுந்தராசு முள்ளங்குறிச்சி, முள்ளங் குறிச்சி அஞ்சல், கறம்பக்குடி தாலுக்கா, புதுக்கோட்டை மாவட்டம். 5) க. பழனிச்சாமி மேலப்பட்டி, மாங் கோட்டை அஞ்சல், கறம்பக்குடி தாலுக்கா, புதுக் கோட்டை மாவட்டம். <box>5 1289 412 1480</box>
paragraph: அமைப்பாளர் - க. ராமர் 39, செட்டிகுளம், கீழஊர், ஆழ்வார்குறிச்சி, தென்காசி மாவட்டம். <box>1243 1315 1647 1350</box>
section-heading: குன்றாண்டார்கோவில் கிழக்கு ஒன்றியம் <box>43 123 373 143</box>
section-heading: கடையம் தெற்கு ஒன்றியம் <box>924 1176 1143 1197</box>
paragraph: துணை அமைப்பாளர்கள் - 1) பா. விக்னேஷ் மேல தெரு, குளத்தூர், குளத்தூர் தாலுக்கா, புதுக்கோட்டை மாவட்டம். 2) சி. பாலு சுருணம்பட்டி, வைத்தூர் அஞ் சல், குளத்தூர் தாலுக்கா, புதுக்கோட்டை மாவட்டம். 3) சு. தமிழகன் இளையாவயல், குளத்தூர் அஞ்சல், குளத் தூர் தாலுக்கா, புதுக்கோட்டை மாவட்டம். 4) இ. பில வேந்திரன் பனைத்தப்பட்டி, கீரனூர் அஞ்சல், குளத்தூர் தாலுக்கா, புதுக்கோட்டை மாவட்டம். 5) பொ. முத்துக்குமார் மேலப்பதுவயல், கீரனூர் அஞ்சல், குளத் தூர் தாலுக்கா, புதுக்கோட்டை மாவட்டம். <box>5 454 412 626</box>
section <box>417 367 825 628</box>
column-2 <box>417 0 825 2263</box>
paragraph: அமைப்பாளர் - வெ. அர்ச்சுனன் தெற்கு மடத்தெரு, தென்காசி. <box>848 1202 1228 1218</box>
paragraph: துணை அமைப்பாளர்கள் - 1) மு. மாரியப்பன் 54/4, மவுனகுருசாமி காலனி, குற்றாலம். 2) குத்தாலிங்கம் 31/86, சன்னதி பஜார், குற்றாலம். 3) சு. முருகன் 31/86, சன்னதி பஜார், குற்றாலம். <box>1243 910 1647 984</box>
paragraph: துணை அமைப்பாளர்கள் - 1) வே. சாமியப்பன் கறம் பவிடுதி, மருதோன்விடுதி அஞ்சல், கறம்பக்குடி தாலுக்கா, புதுக்கோட்டை மாவட்டம். 2) சி. சிங்காரன் கலோரிப்பட்டி, ரெகுநாதபுரம் அஞ்சல், கறம்பக்குடி தாலுக்கா, புதுக்கோட்டை மாவட்டம். 3) வி. தங்கராஜ் கீழத் தெரு காணி, குளந்திரான்பட்டு, குளந்திரான்பட்டு அஞ்சல், கறம்பக்குடி தாலுக்கா, புதுக்கோட்டை மாவட் டம். 4) மா. ராமராஜன் பந்துவக்கோட்டை, மருதன் கோன்விடுதி அஞ்சல், கறம்பக்குடி தாலுக்கா, புதுக் கோட்டை மாவட்டம். 5) க. அருள் காட்டாத்தி, கறம்பக்குடி தாலுக்கா, புதுக்கோட்டை மாவட்டம். 6) மு. பழனிவேல் கீராத்தூர், கீராத்தூர் அஞ்சல், கறம்பக்குடி தாலுக்கா, புதுக்கோட்டை மாவட்டம். 7) அ. ஆறுமுகம் அங்கன்விடுதி, காடம்பட்டி அஞ்சல், கறம்பக்குடி தாலுக்கா, புதுக்கோட்டை மாவட்டம். <box>5 965 412 1215</box>
paragraph: அமைப்பாளர் - மகேஷ் கேளையாபிள்ளையூர், சேர் வைகாரன்பட்டி, தென்காசி. <box>830 995 1237 1031</box>
section <box>1243 1436 1647 1561</box>
section-heading: மேலகரம் பேரூர் <box>1376 715 1514 735</box>
paragraph: அமைப்பாளர் - வே. ரெத்தினம் உச்சாணி, புத்தாம் பூர் அஞ்சல் குளத்தூர் தாலுக்கா, புதுக்கோட்டை மாவட்டம். <box>5 414 412 449</box>
section <box>1243 1565 1647 1728</box>
paragraph: துணை அமைப்பாளர்கள் - 1) அருமைக்கனி 6/8, சந்தி அம்மன் கோவில் தெரு, கட்டேரிப்பட்டி, தென்காசி. 2) க. ஆறுமுக நயினார் 3/209, அம்மன் கோவில் தெரு, கட்டேரிப்பட்டி, தென்காசி. 3) சுந்தர்ராஜ் 12/72, தெற்கு தெரு, கருத்தப்பிள்ளையூர், வெங்கடாம்பட்டி, தென்காசி. 4) ஜெயக்குமார் வடக்கு தெரு, கேளையாபிள்ளை யூர், சேர்வைக்காரன்பட்டி, தென்காசி. 5) அ. மாரியப் பன் 5, மெயின் ரோடு, அடைச்சாணி, தென்காசி. <box>830 1036 1237 1169</box>
paragraph: அமைப்பாளர் - மு. பன்னீர்செல்வம் வெல்லக்கல் பட்டி, தெம்மாவூர் ஊராட்சி, குளத்தூர் தாலுக்கா, புதுக் கோட்டை மாவட்டம். <box>5 148 412 203</box>
section <box>1243 210 1647 392</box>
paragraph: அமைப்பாளர் - ம. இசக்கிராஜ் 68/1, பார்க் தெரு, நன் னகரம், தென்காசி. <box>1243 740 1647 776</box>
column-divider <box>414 0 415 2263</box>
section-heading: சாம்பவர் வடகரை பேரூர் <box>1340 1922 1550 1943</box>
paragraph: அமைப்பாளர் - அ. பாண்டியன் மங்களாப்பட்டி, இருந்திரப்பட்டி அஞ்சல், இலுப்பூர் தாலுக்கா, புதுக் கோட்டை மாவட்டம். <box>417 925 825 979</box>
